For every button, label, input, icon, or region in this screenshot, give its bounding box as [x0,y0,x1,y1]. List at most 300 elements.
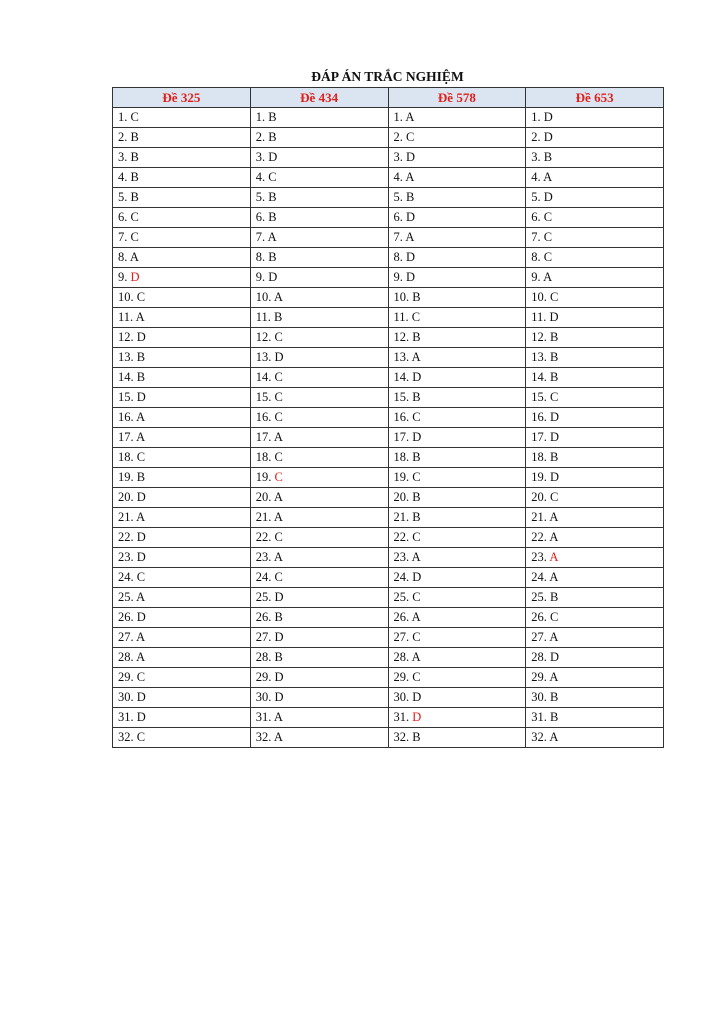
answer-cell [388,608,526,628]
question-number: 26. [255,610,272,624]
answer-cell [388,528,526,548]
answer-cell [526,328,664,348]
answer-letter: A [273,550,283,564]
question-number: 19. [118,470,134,484]
answer-cell [388,268,526,288]
answer-cell [250,308,388,328]
question-number: 27. [255,630,272,644]
answer-cell [526,528,664,548]
table-row [113,428,664,448]
answer-cell [388,368,526,388]
answer-cell [526,388,664,408]
column-header-de-325: Đề 325 [113,88,251,108]
question-number: 13. [531,350,547,364]
table-row [113,268,664,288]
answer-letter: A [273,710,283,724]
answer-cell [113,388,251,408]
question-number: 14. [118,370,134,384]
answer-cell [388,628,526,648]
answer-cell [526,408,664,428]
question-number: 13. [118,350,134,364]
question-number: 12. [531,330,547,344]
answer-letter: D [412,430,422,444]
answer-cell [250,448,388,468]
answer-letter: A [405,110,415,124]
table-row [113,628,664,648]
answer-cell [250,708,388,728]
table-row [113,468,664,488]
answer-cell [526,208,664,228]
question-number: 9. [531,270,541,284]
answer-cell [250,468,388,488]
answer-letter: C [412,590,421,604]
answer-cell [388,728,526,748]
answer-letter: C [543,230,553,244]
table-row [113,568,664,588]
question-number: 9. [118,270,128,284]
answer-letter: C [412,630,421,644]
answer-letter: D [268,150,278,164]
answer-letter: C [543,210,553,224]
answer-cell [113,648,251,668]
answer-cell [250,388,388,408]
answer-cell [250,188,388,208]
question-number: 30. [393,690,410,704]
answer-cell [113,508,251,528]
answer-cell [113,448,251,468]
question-number: 11. [531,310,547,324]
question-number: 29. [531,670,547,684]
answer-cell [526,128,664,148]
answer-letter: B [550,450,559,464]
answer-letter: C [268,170,277,184]
answer-letter: C [136,570,146,584]
answer-cell [250,628,388,648]
question-number: 4. [118,170,128,184]
answer-letter: C [130,110,139,124]
table-row [113,608,664,628]
answer-letter: B [550,370,559,384]
answer-letter: B [550,350,559,364]
question-number: 10. [393,290,410,304]
question-number: 7. [393,230,403,244]
answer-cell [250,368,388,388]
question-number: 8. [118,250,128,264]
answer-cell [388,568,526,588]
question-number: 19. [255,470,272,484]
answer-letter: A [136,430,146,444]
question-number: 14. [255,370,272,384]
question-number: 9. [255,270,266,284]
answer-letter: D [550,470,560,484]
answer-cell [388,308,526,328]
answer-letter: A [411,650,421,664]
table-row [113,288,664,308]
answer-cell [113,108,251,128]
question-number: 6. [255,210,266,224]
question-number: 16. [393,410,410,424]
table-row [113,728,664,748]
question-number: 30. [531,690,547,704]
answer-letter: D [543,190,553,204]
answer-letter: D [406,270,416,284]
answer-cell [113,308,251,328]
question-number: 17. [255,430,272,444]
question-number: 21. [118,510,134,524]
answer-letter: C [136,730,146,744]
question-number: 3. [255,150,266,164]
answer-cell [526,368,664,388]
answer-letter: D [274,630,284,644]
answer-cell [250,168,388,188]
question-number: 21. [393,510,410,524]
table-row [113,448,664,468]
question-number: 23. [531,550,547,564]
question-number: 11. [255,310,271,324]
answer-cell [526,628,664,648]
answer-letter: B [412,290,421,304]
answer-letter: D [136,390,146,404]
question-number: 21. [255,510,272,524]
answer-letter: B [274,610,283,624]
answer-letter: B [268,190,277,204]
question-number: 28. [118,650,134,664]
answer-cell [250,528,388,548]
answer-letter: C [543,250,553,264]
question-number: 3. [118,150,128,164]
answer-letter: D [550,410,560,424]
answer-letter: B [130,150,139,164]
answer-letter: D [136,530,146,544]
table-row [113,528,664,548]
question-number: 25. [393,590,410,604]
answer-letter: B [550,690,559,704]
question-number: 31. [531,710,547,724]
answer-cell [250,248,388,268]
question-number: 24. [118,570,134,584]
question-number: 18. [255,450,272,464]
answer-letter: D [406,210,416,224]
answer-cell [113,128,251,148]
question-number: 4. [255,170,266,184]
table-row [113,368,664,388]
question-number: 28. [531,650,547,664]
question-number: 5. [255,190,266,204]
question-number: 18. [118,450,134,464]
table-row [113,488,664,508]
answer-letter: C [136,670,146,684]
question-number: 13. [255,350,272,364]
question-number: 14. [393,370,410,384]
answer-letter: D [274,350,284,364]
question-number: 23. [255,550,272,564]
answer-cell [250,668,388,688]
answer-letter: B [136,470,146,484]
table-row [113,148,664,168]
question-number: 5. [393,190,403,204]
answer-letter: B [550,590,559,604]
answer-cell [526,728,664,748]
answer-cell [526,668,664,688]
answer-cell [113,168,251,188]
answer-cell [388,148,526,168]
answer-cell [113,548,251,568]
answer-cell [113,628,251,648]
answer-cell [526,348,664,368]
answer-cell [113,368,251,388]
answer-cell [526,708,664,728]
answer-cell [526,608,664,628]
answer-letter: A [135,310,145,324]
answer-letter: D [406,150,416,164]
answer-cell [526,268,664,288]
answer-cell [388,688,526,708]
answer-letter: B [550,330,559,344]
answer-letter: B [268,250,277,264]
answer-letter: C [274,530,283,544]
answer-cell [388,208,526,228]
answer-letter: B [412,390,421,404]
question-number: 25. [255,590,272,604]
question-number: 30. [118,690,134,704]
question-number: 3. [531,150,541,164]
answer-key-table [112,87,664,748]
question-number: 6. [531,210,541,224]
answer-letter: A [136,630,146,644]
answer-letter: C [274,410,283,424]
answer-cell [526,588,664,608]
answer-letter: C [550,390,559,404]
answer-letter: A [136,650,146,664]
answer-letter: C [136,450,146,464]
table-row [113,508,664,528]
question-number: 20. [393,490,410,504]
question-number: 32. [393,730,410,744]
answer-cell [526,168,664,188]
answer-cell [388,128,526,148]
table-row [113,348,664,368]
answer-cell [250,548,388,568]
answer-letter: D [550,650,560,664]
question-number: 31. [118,710,134,724]
question-number: 6. [393,210,403,224]
answer-cell [250,328,388,348]
answer-cell [388,228,526,248]
answer-letter: B [412,510,421,524]
answer-cell [526,548,664,568]
answer-cell [388,448,526,468]
answer-letter: A [549,730,559,744]
question-number: 32. [531,730,547,744]
answer-cell [388,708,526,728]
answer-cell [113,468,251,488]
answer-letter: A [273,290,283,304]
answer-cell [250,728,388,748]
answer-letter: C [130,210,139,224]
question-number: 29. [255,670,272,684]
answer-letter: B [130,170,139,184]
question-number: 20. [255,490,272,504]
question-number: 24. [393,570,410,584]
question-number: 22. [393,530,410,544]
answer-letter: A [411,550,421,564]
answer-cell [388,108,526,128]
question-number: 7. [255,230,266,244]
question-number: 10. [531,290,547,304]
question-number: 20. [531,490,547,504]
question-number: 2. [393,130,403,144]
answer-cell [250,488,388,508]
question-number: 23. [393,550,410,564]
question-number: 25. [118,590,134,604]
question-number: 1. [531,110,541,124]
answer-letter-highlighted: D [412,710,422,724]
answer-letter: D [543,130,553,144]
question-number: 21. [531,510,547,524]
question-number: 16. [255,410,272,424]
answer-cell [113,268,251,288]
table-row [113,388,664,408]
answer-letter: B [543,150,553,164]
answer-letter: A [543,270,553,284]
answer-letter: A [136,410,146,424]
answer-cell [388,648,526,668]
answer-letter: C [130,230,139,244]
question-number: 7. [118,230,128,244]
question-number: 27. [118,630,134,644]
question-number: 10. [255,290,272,304]
answer-cell [526,448,664,468]
answer-letter: B [130,190,139,204]
question-number: 8. [531,250,541,264]
answer-letter: A [411,610,421,624]
answer-letter: C [406,130,415,144]
question-number: 12. [255,330,272,344]
question-number: 5. [531,190,541,204]
table-row [113,688,664,708]
answer-cell [526,648,664,668]
answer-cell [388,188,526,208]
question-number: 3. [393,150,403,164]
answer-letter: C [274,330,283,344]
question-number: 25. [531,590,547,604]
answer-cell [113,348,251,368]
question-number: 4. [531,170,541,184]
answer-table-body [113,108,664,748]
answer-cell [250,648,388,668]
answer-letter: D [412,570,422,584]
answer-letter: A [549,670,559,684]
answer-cell [526,688,664,708]
answer-letter: D [136,710,146,724]
question-number: 15. [118,390,134,404]
answer-letter: B [406,190,415,204]
table-row [113,188,664,208]
answer-cell [526,188,664,208]
column-header-de-578: Đề 578 [388,88,526,108]
answer-cell [388,408,526,428]
answer-letter: D [274,670,284,684]
question-number: 9. [393,270,403,284]
answer-cell [113,608,251,628]
answer-letter: C [550,490,559,504]
answer-cell [388,508,526,528]
answer-letter: A [267,230,277,244]
answer-cell [388,468,526,488]
answer-cell [388,488,526,508]
question-number: 12. [393,330,410,344]
question-number: 22. [118,530,134,544]
answer-cell [526,468,664,488]
table-row [113,548,664,568]
answer-letter: A [549,630,559,644]
question-number: 32. [118,730,134,744]
answer-letter: C [274,370,283,384]
answer-letter: D [136,330,146,344]
question-number: 31. [255,710,272,724]
answer-letter: B [412,330,421,344]
table-row [113,588,664,608]
question-number: 14. [531,370,547,384]
answer-cell [250,128,388,148]
answer-letter: D [268,270,278,284]
question-number: 11. [393,310,409,324]
answer-cell [113,728,251,748]
table-row [113,408,664,428]
question-number: 29. [393,670,410,684]
question-number: 30. [255,690,272,704]
question-number: 31. [393,710,410,724]
answer-letter: A [273,510,283,524]
answer-letter: B [268,210,277,224]
answer-cell [113,708,251,728]
page-title: ĐÁP ÁN TRẮC NGHIỆM [311,69,464,84]
question-number: 23. [118,550,134,564]
answer-letter: D [136,490,146,504]
answer-letter: C [412,470,421,484]
question-number: 12. [118,330,134,344]
answer-cell [526,148,664,168]
answer-letter: D [274,590,284,604]
answer-cell [113,688,251,708]
answer-letter: A [549,570,559,584]
answer-cell [526,568,664,588]
answer-letter: C [550,290,559,304]
table-row [113,308,664,328]
answer-letter: A [136,510,146,524]
answer-letter: A [411,350,421,364]
answer-cell [250,588,388,608]
answer-letter: D [412,370,422,384]
question-number: 18. [531,450,547,464]
question-number: 2. [118,130,128,144]
answer-letter: B [274,310,283,324]
question-number: 13. [393,350,410,364]
answer-letter: B [412,730,421,744]
answer-letter-highlighted: C [274,470,283,484]
question-number: 22. [531,530,547,544]
question-number: 19. [393,470,410,484]
answer-cell [388,668,526,688]
question-number: 16. [531,410,547,424]
question-number: 15. [531,390,547,404]
answer-cell [113,328,251,348]
answer-letter: C [412,530,421,544]
table-row [113,248,664,268]
answer-letter: C [274,570,283,584]
answer-cell [250,608,388,628]
answer-cell [250,428,388,448]
